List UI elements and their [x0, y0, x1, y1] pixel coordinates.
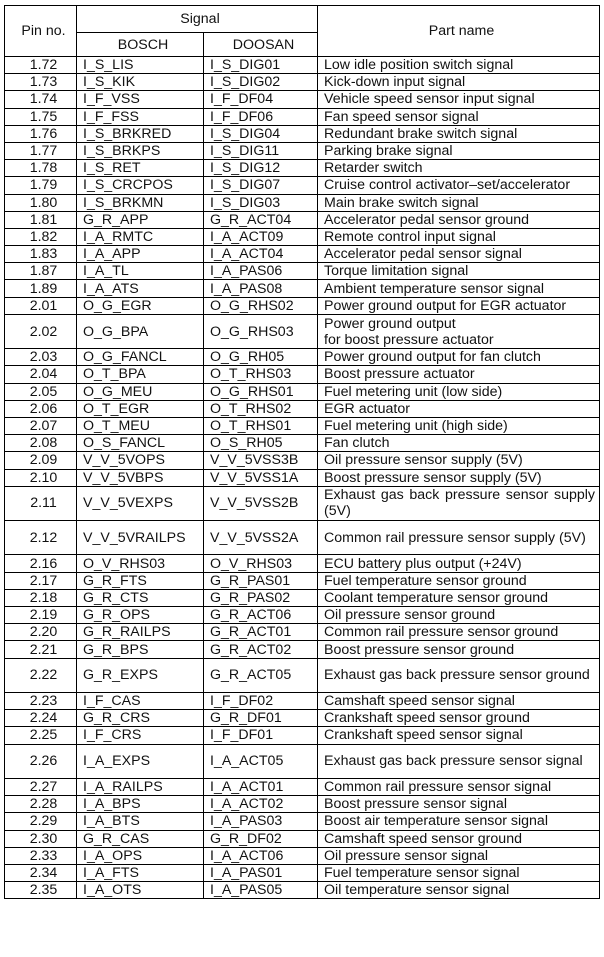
pin-number-cell: 1.79	[5, 177, 77, 194]
bosch-signal-cell: G_R_FTS	[77, 572, 204, 589]
part-name-cell: Boost pressure sensor signal	[318, 796, 600, 813]
part-name-cell: Cruise control activator–set/accelerator	[318, 177, 600, 194]
table-row	[5, 589, 600, 606]
table-row	[5, 417, 600, 434]
bosch-signal-cell: O_T_EGR	[77, 400, 204, 417]
doosan-signal-cell: I_A_PAS01	[204, 864, 318, 881]
table-header	[5, 6, 600, 57]
pin-number-cell: 2.12	[5, 521, 77, 555]
part-name-cell: Boost pressure sensor ground	[318, 641, 600, 658]
pin-number-cell: 2.10	[5, 469, 77, 486]
table-row	[5, 882, 600, 899]
doosan-signal-cell: O_G_RHS03	[204, 314, 318, 348]
doosan-signal-cell: I_A_PAS05	[204, 882, 318, 899]
pin-number-cell: 1.74	[5, 91, 77, 108]
bosch-signal-cell: O_G_BPA	[77, 314, 204, 348]
bosch-signal-cell: G_R_APP	[77, 211, 204, 228]
part-name-cell: Power ground output for EGR actuator	[318, 297, 600, 314]
part-name-cell: Fuel metering unit (low side)	[318, 383, 600, 400]
part-name-cell: Oil pressure sensor signal	[318, 847, 600, 864]
bosch-signal-cell: I_S_BRKPS	[77, 142, 204, 159]
header-pin-no: Pin no.	[5, 6, 77, 57]
table-row	[5, 710, 600, 727]
table-row	[5, 486, 600, 520]
table-row	[5, 727, 600, 744]
part-name-cell: Redundant brake switch signal	[318, 125, 600, 142]
pin-number-cell: 2.01	[5, 297, 77, 314]
part-name-cell: Exhaust gas back pressure sensor supply (5V)	[318, 486, 600, 520]
part-name-cell: Boost pressure actuator	[318, 366, 600, 383]
doosan-signal-cell: O_S_RH05	[204, 435, 318, 452]
bosch-signal-cell: G_R_EXPS	[77, 658, 204, 692]
doosan-signal-cell: I_S_DIG07	[204, 177, 318, 194]
bosch-signal-cell: G_R_CAS	[77, 830, 204, 847]
bosch-signal-cell: G_R_BPS	[77, 641, 204, 658]
part-name-cell: Oil temperature sensor signal	[318, 882, 600, 899]
table-row	[5, 211, 600, 228]
part-name-cell: Exhaust gas back pressure sensor signal	[318, 744, 600, 778]
table-row	[5, 383, 600, 400]
doosan-signal-cell: I_A_ACT02	[204, 796, 318, 813]
bosch-signal-cell: I_A_BTS	[77, 813, 204, 830]
pin-number-cell: 2.04	[5, 366, 77, 383]
bosch-signal-cell: V_V_5VRAILPS	[77, 521, 204, 555]
part-name-cell: Common rail pressure sensor ground	[318, 624, 600, 641]
doosan-signal-cell: I_A_ACT09	[204, 228, 318, 245]
pin-number-cell: 1.75	[5, 108, 77, 125]
table-row	[5, 280, 600, 297]
doosan-signal-cell: I_F_DF06	[204, 108, 318, 125]
bosch-signal-cell: G_R_CTS	[77, 589, 204, 606]
pin-number-cell: 2.35	[5, 882, 77, 899]
table-row	[5, 142, 600, 159]
table-row	[5, 435, 600, 452]
pin-number-cell: 1.80	[5, 194, 77, 211]
doosan-signal-cell: O_G_RH05	[204, 349, 318, 366]
pin-number-cell: 2.25	[5, 727, 77, 744]
table-row	[5, 572, 600, 589]
table-row	[5, 108, 600, 125]
pin-number-cell: 2.21	[5, 641, 77, 658]
bosch-signal-cell: I_A_OTS	[77, 882, 204, 899]
table-row	[5, 658, 600, 692]
bosch-signal-cell: I_A_ATS	[77, 280, 204, 297]
pin-number-cell: 1.89	[5, 280, 77, 297]
bosch-signal-cell: I_S_LIS	[77, 57, 204, 74]
table-row	[5, 813, 600, 830]
table-row	[5, 641, 600, 658]
pin-number-cell: 2.28	[5, 796, 77, 813]
pin-number-cell: 1.73	[5, 74, 77, 91]
part-name-cell	[318, 314, 600, 348]
table-row	[5, 744, 600, 778]
part-name-cell: ECU battery plus output (+24V)	[318, 555, 600, 572]
part-name-cell: Main brake switch signal	[318, 194, 600, 211]
part-name-cell: Kick-down input signal	[318, 74, 600, 91]
pin-number-cell: 2.17	[5, 572, 77, 589]
pin-number-cell: 1.87	[5, 263, 77, 280]
bosch-signal-cell: I_A_EXPS	[77, 744, 204, 778]
part-name-line: for boost pressure actuator	[324, 331, 494, 348]
bosch-signal-cell: I_S_KIK	[77, 74, 204, 91]
bosch-signal-cell: I_S_BRKRED	[77, 125, 204, 142]
doosan-signal-cell: I_S_DIG12	[204, 160, 318, 177]
part-name-cell: Exhaust gas back pressure sensor ground	[318, 658, 600, 692]
doosan-signal-cell: I_A_ACT05	[204, 744, 318, 778]
doosan-signal-cell: O_G_RHS01	[204, 383, 318, 400]
part-name-cell: Fuel temperature sensor signal	[318, 864, 600, 881]
part-name-cell: Accelerator pedal sensor signal	[318, 246, 600, 263]
bosch-signal-cell: O_G_FANCL	[77, 349, 204, 366]
doosan-signal-cell: I_S_DIG04	[204, 125, 318, 142]
part-name-cell: Common rail pressure sensor supply (5V)	[318, 521, 600, 555]
table-row	[5, 297, 600, 314]
doosan-signal-cell: V_V_5VSS1A	[204, 469, 318, 486]
doosan-signal-cell: I_S_DIG11	[204, 142, 318, 159]
table-body	[5, 57, 600, 899]
doosan-signal-cell: G_R_PAS02	[204, 589, 318, 606]
part-name-cell: Oil pressure sensor ground	[318, 607, 600, 624]
bosch-signal-cell: I_A_OPS	[77, 847, 204, 864]
pin-number-cell: 2.07	[5, 417, 77, 434]
part-name-cell: Parking brake signal	[318, 142, 600, 159]
bosch-signal-cell: V_V_5VBPS	[77, 469, 204, 486]
bosch-signal-cell: I_F_CAS	[77, 693, 204, 710]
doosan-signal-cell: I_S_DIG01	[204, 57, 318, 74]
bosch-signal-cell: I_S_RET	[77, 160, 204, 177]
part-name-cell: Accelerator pedal sensor ground	[318, 211, 600, 228]
part-name-cell: Power ground output for fan clutch	[318, 349, 600, 366]
pin-signal-table	[4, 5, 600, 899]
pin-number-cell: 2.05	[5, 383, 77, 400]
part-name-cell: Torque limitation signal	[318, 263, 600, 280]
bosch-signal-cell: O_G_MEU	[77, 383, 204, 400]
pin-number-cell: 2.03	[5, 349, 77, 366]
table-row	[5, 624, 600, 641]
table-row	[5, 521, 600, 555]
pin-number-cell: 1.72	[5, 57, 77, 74]
pin-number-cell: 2.08	[5, 435, 77, 452]
part-name-cell: Camshaft speed sensor ground	[318, 830, 600, 847]
pin-number-cell: 1.83	[5, 246, 77, 263]
doosan-signal-cell: V_V_5VSS2B	[204, 486, 318, 520]
pin-number-cell: 2.23	[5, 693, 77, 710]
doosan-signal-cell: O_T_RHS01	[204, 417, 318, 434]
part-name-cell: Low idle position switch signal	[318, 57, 600, 74]
doosan-signal-cell: G_R_ACT06	[204, 607, 318, 624]
header-signal: Signal	[77, 6, 318, 33]
bosch-signal-cell: I_F_CRS	[77, 727, 204, 744]
table-row	[5, 246, 600, 263]
bosch-signal-cell: O_G_EGR	[77, 297, 204, 314]
doosan-signal-cell: G_R_PAS01	[204, 572, 318, 589]
part-name-cell: Oil pressure sensor supply (5V)	[318, 452, 600, 469]
pin-number-cell: 1.81	[5, 211, 77, 228]
pin-number-cell: 1.82	[5, 228, 77, 245]
pin-number-cell: 1.77	[5, 142, 77, 159]
doosan-signal-cell: I_F_DF01	[204, 727, 318, 744]
doosan-signal-cell: G_R_ACT05	[204, 658, 318, 692]
pin-number-cell: 2.19	[5, 607, 77, 624]
bosch-signal-cell: I_A_APP	[77, 246, 204, 263]
bosch-signal-cell: I_F_VSS	[77, 91, 204, 108]
pin-number-cell: 1.78	[5, 160, 77, 177]
doosan-signal-cell: O_V_RHS03	[204, 555, 318, 572]
table-row	[5, 228, 600, 245]
doosan-signal-cell: O_G_RHS02	[204, 297, 318, 314]
part-name-cell: Crankshaft speed sensor ground	[318, 710, 600, 727]
part-name-cell: Common rail pressure sensor signal	[318, 778, 600, 795]
doosan-signal-cell: I_S_DIG02	[204, 74, 318, 91]
header-part-name: Part name	[318, 6, 600, 57]
part-name-cell: Retarder switch	[318, 160, 600, 177]
table-row	[5, 263, 600, 280]
bosch-signal-cell: I_A_RAILPS	[77, 778, 204, 795]
doosan-signal-cell: G_R_DF02	[204, 830, 318, 847]
table-row	[5, 160, 600, 177]
table-row	[5, 91, 600, 108]
table-row	[5, 796, 600, 813]
doosan-signal-cell: O_T_RHS02	[204, 400, 318, 417]
part-name-cell: Fuel metering unit (high side)	[318, 417, 600, 434]
doosan-signal-cell: I_A_PAS08	[204, 280, 318, 297]
pin-number-cell: 2.20	[5, 624, 77, 641]
pin-number-cell: 2.22	[5, 658, 77, 692]
pin-number-cell: 2.18	[5, 589, 77, 606]
bosch-signal-cell: I_A_FTS	[77, 864, 204, 881]
pin-number-cell: 2.27	[5, 778, 77, 795]
table-row	[5, 847, 600, 864]
bosch-signal-cell: I_A_RMTC	[77, 228, 204, 245]
part-name-cell: Remote control input signal	[318, 228, 600, 245]
bosch-signal-cell: O_V_RHS03	[77, 555, 204, 572]
bosch-signal-cell: I_A_BPS	[77, 796, 204, 813]
pin-number-cell: 2.16	[5, 555, 77, 572]
header-doosan: DOOSAN	[204, 33, 318, 57]
table-row	[5, 555, 600, 572]
pin-number-cell: 2.34	[5, 864, 77, 881]
doosan-signal-cell: G_R_ACT02	[204, 641, 318, 658]
bosch-signal-cell: O_T_MEU	[77, 417, 204, 434]
bosch-signal-cell: G_R_CRS	[77, 710, 204, 727]
bosch-signal-cell: I_S_CRCPOS	[77, 177, 204, 194]
pin-number-cell: 2.29	[5, 813, 77, 830]
bosch-signal-cell: I_S_BRKMN	[77, 194, 204, 211]
table-row	[5, 57, 600, 74]
doosan-signal-cell: G_R_ACT01	[204, 624, 318, 641]
part-name-cell: Boost pressure sensor supply (5V)	[318, 469, 600, 486]
bosch-signal-cell: G_R_RAILPS	[77, 624, 204, 641]
table-row	[5, 693, 600, 710]
table-row	[5, 830, 600, 847]
part-name-cell: Vehicle speed sensor input signal	[318, 91, 600, 108]
table-row	[5, 469, 600, 486]
bosch-signal-cell: V_V_5VOPS	[77, 452, 204, 469]
part-name-cell: EGR actuator	[318, 400, 600, 417]
part-name-line: Power ground output	[324, 315, 456, 332]
pin-number-cell: 2.11	[5, 486, 77, 520]
doosan-signal-cell: G_R_DF01	[204, 710, 318, 727]
part-name-cell: Crankshaft speed sensor signal	[318, 727, 600, 744]
table-row	[5, 74, 600, 91]
part-name-cell: Fan clutch	[318, 435, 600, 452]
pin-number-cell: 2.09	[5, 452, 77, 469]
table-row	[5, 314, 600, 348]
bosch-signal-cell: O_S_FANCL	[77, 435, 204, 452]
table-row	[5, 778, 600, 795]
pin-number-cell: 2.26	[5, 744, 77, 778]
doosan-signal-cell: I_A_ACT01	[204, 778, 318, 795]
part-name-cell: Coolant temperature sensor ground	[318, 589, 600, 606]
doosan-signal-cell: V_V_5VSS3B	[204, 452, 318, 469]
doosan-signal-cell: O_T_RHS03	[204, 366, 318, 383]
bosch-signal-cell: G_R_OPS	[77, 607, 204, 624]
pin-number-cell: 2.30	[5, 830, 77, 847]
part-name-cell: Camshaft speed sensor signal	[318, 693, 600, 710]
bosch-signal-cell: I_F_FSS	[77, 108, 204, 125]
doosan-signal-cell: I_F_DF04	[204, 91, 318, 108]
bosch-signal-cell: I_A_TL	[77, 263, 204, 280]
table-row	[5, 400, 600, 417]
doosan-signal-cell: I_A_PAS03	[204, 813, 318, 830]
pin-number-cell: 2.24	[5, 710, 77, 727]
doosan-signal-cell: I_S_DIG03	[204, 194, 318, 211]
doosan-signal-cell: I_A_ACT06	[204, 847, 318, 864]
part-name-cell: Boost air temperature sensor signal	[318, 813, 600, 830]
doosan-signal-cell: I_F_DF02	[204, 693, 318, 710]
table-row	[5, 177, 600, 194]
header-bosch: BOSCH	[77, 33, 204, 57]
doosan-signal-cell: V_V_5VSS2A	[204, 521, 318, 555]
bosch-signal-cell: V_V_5VEXPS	[77, 486, 204, 520]
part-name-cell: Ambient temperature sensor signal	[318, 280, 600, 297]
pin-number-cell: 2.02	[5, 314, 77, 348]
doosan-signal-cell: I_A_PAS06	[204, 263, 318, 280]
part-name-cell: Fan speed sensor signal	[318, 108, 600, 125]
table-row	[5, 194, 600, 211]
pin-number-cell: 1.76	[5, 125, 77, 142]
table-row	[5, 366, 600, 383]
table-row	[5, 349, 600, 366]
table-row	[5, 452, 600, 469]
doosan-signal-cell: I_A_ACT04	[204, 246, 318, 263]
pin-number-cell: 2.06	[5, 400, 77, 417]
part-name-cell: Fuel temperature sensor ground	[318, 572, 600, 589]
pin-number-cell: 2.33	[5, 847, 77, 864]
table-row	[5, 125, 600, 142]
table-row	[5, 864, 600, 881]
table-row	[5, 607, 600, 624]
doosan-signal-cell: G_R_ACT04	[204, 211, 318, 228]
bosch-signal-cell: O_T_BPA	[77, 366, 204, 383]
